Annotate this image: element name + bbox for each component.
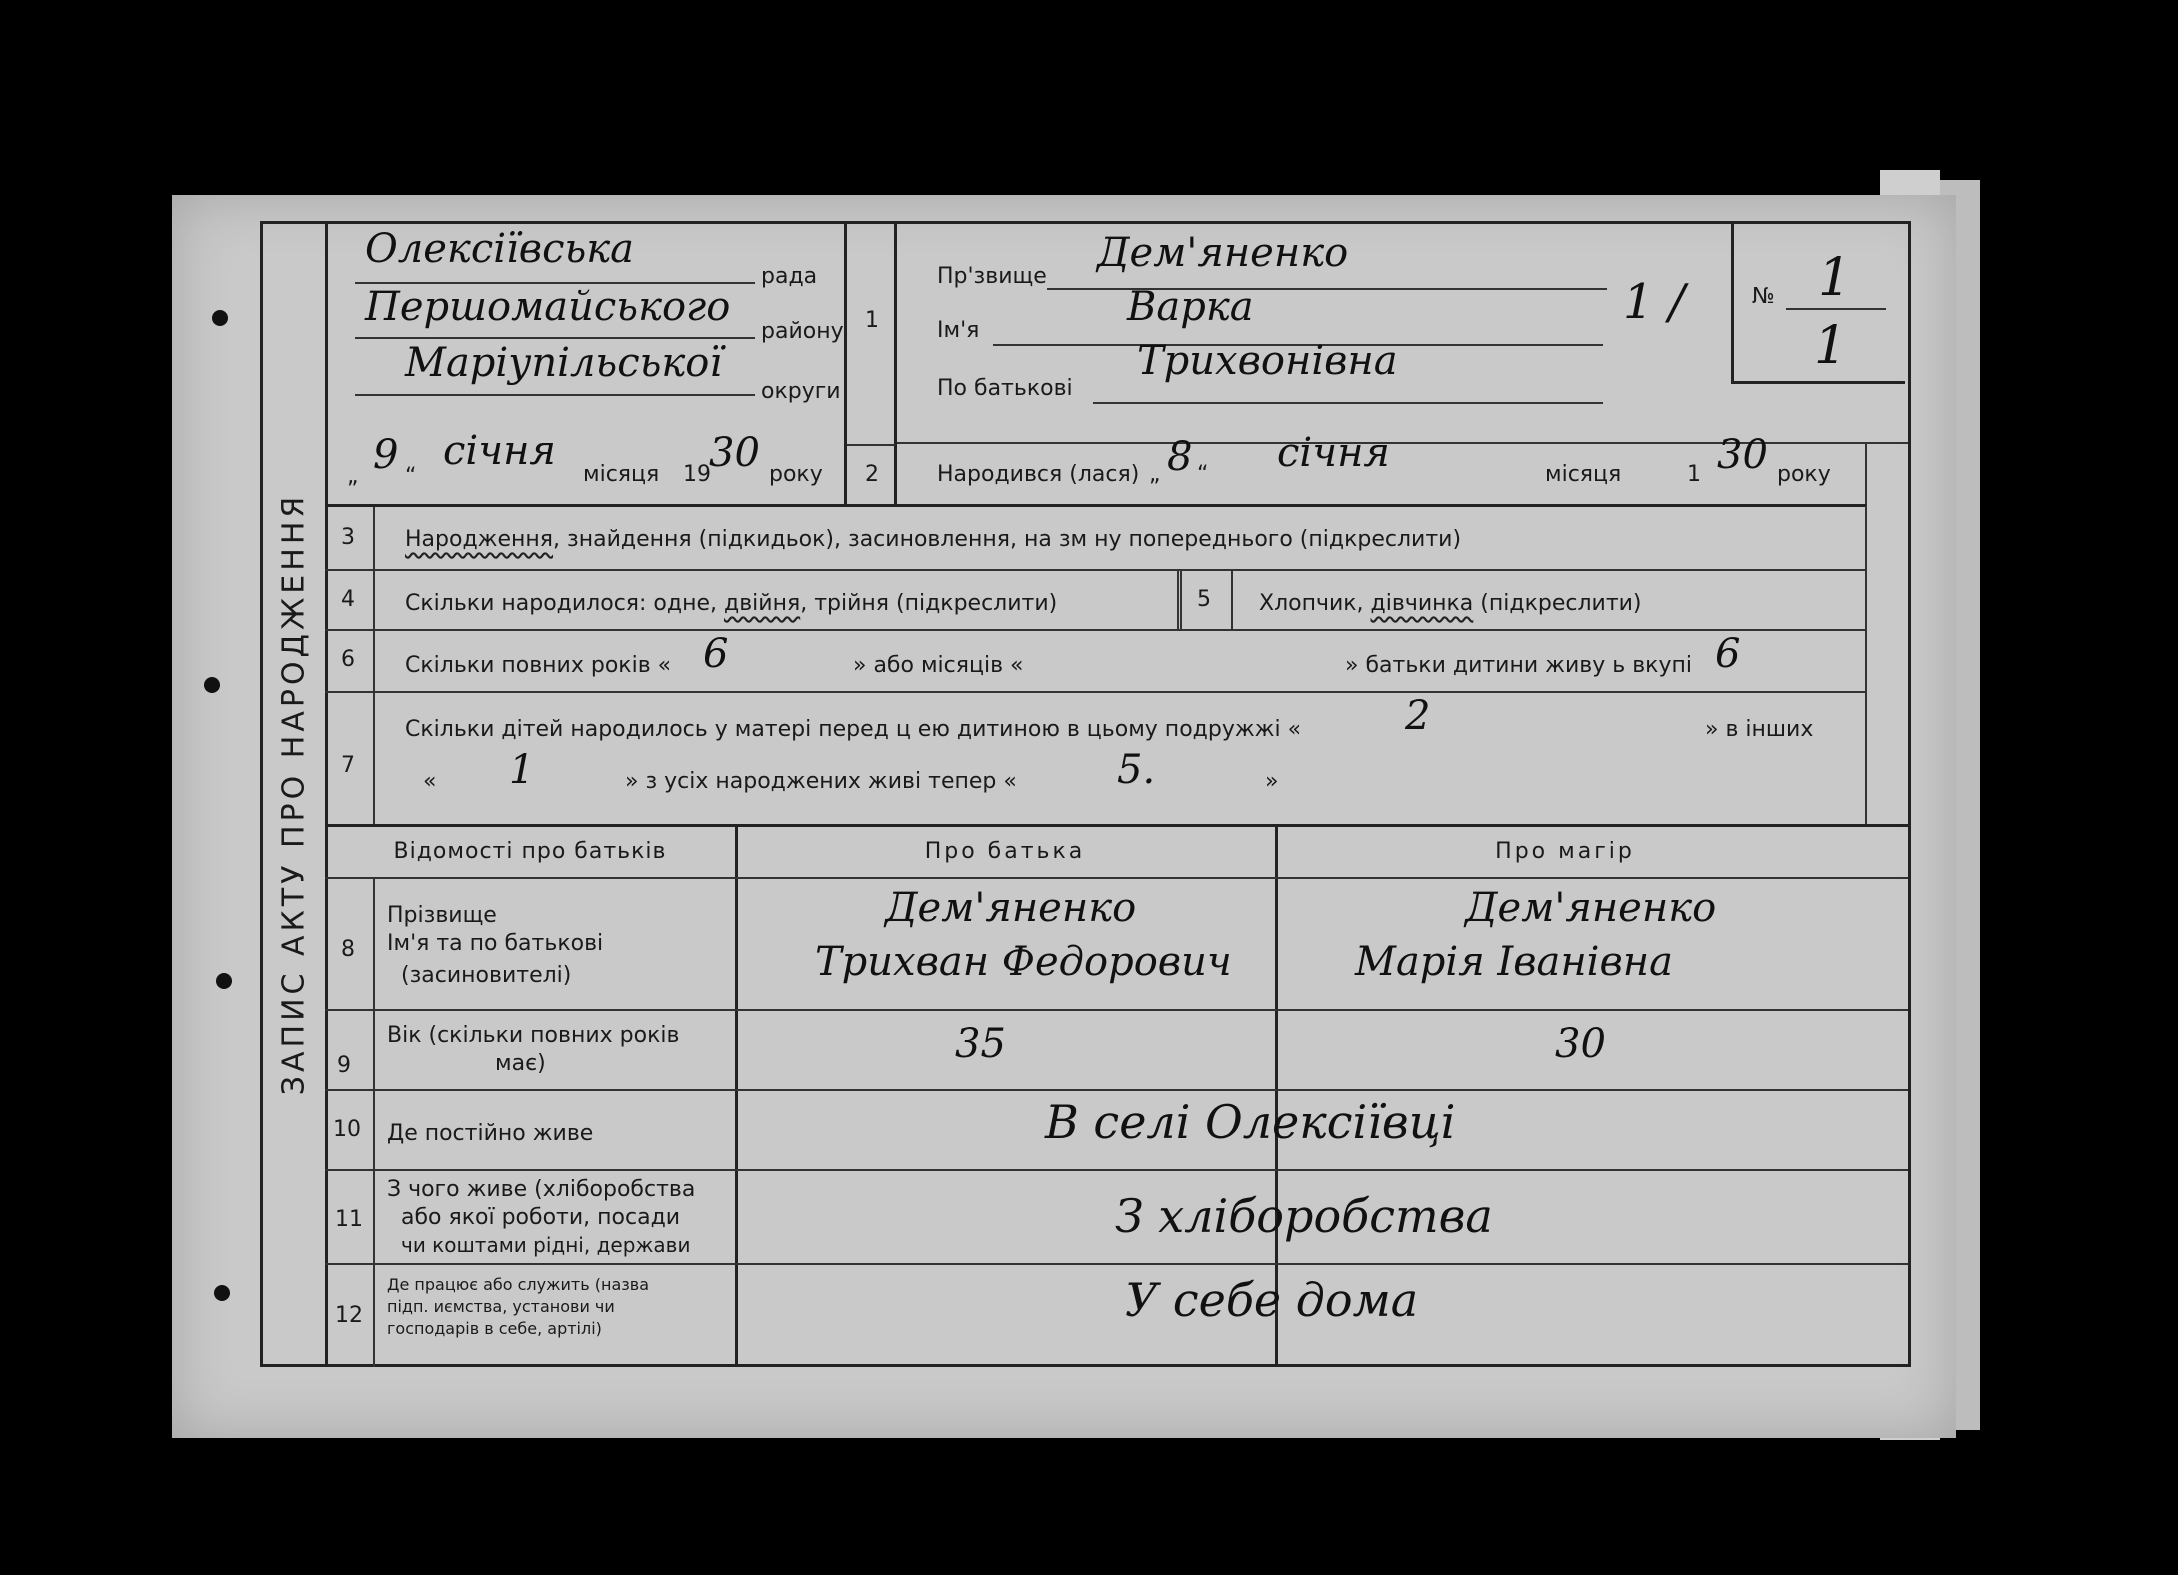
row4-text [405, 591, 1057, 616]
reg-year-prefix: 19 [683, 462, 711, 487]
parents-table: Відомості про батьків Про батька Про магір 8 Прізвище Ім'я та по батькові (засиновителі) Дем'яненко Трихван Федорович Дем'яненко Марія Іванівна 9 Вік (скільки повних років має) 35 30 10 Де постійно живе В селі Олексіївці 11 З чого живе (хліборобства або якої роботи, посади чи коштами рідні, держави З хліборобства 12 Де працює або служить (назва підп. иємства, установи чи господарів в себе, артілі) У себе дома [325, 824, 1908, 1364]
reg-month-label: місяця [583, 462, 660, 487]
row7-other: 1 [509, 747, 535, 793]
birth-year-prefix: 1 [1687, 462, 1701, 487]
row10-label: Де постійно живе [387, 1121, 594, 1146]
location-block [325, 224, 847, 504]
row6-label-c: » батьки дитини живу ь вкупі [1345, 653, 1692, 678]
margin-mark: 1 / [1623, 274, 1685, 330]
form-title: ЗАПИС АКТУ ПРО НАРОДЖЕННЯ [276, 492, 312, 1096]
row7-line1-end: » в інших [1705, 717, 1814, 742]
reg-year-label: року [769, 462, 823, 487]
row8-label-3: (засиновителі) [401, 963, 572, 988]
birth-month-label: місяця [1545, 462, 1622, 487]
row9-label-1: Вік (скільки повних років [387, 1023, 680, 1048]
district-value: Першомайського [365, 284, 731, 330]
father-surname: Дем'яненко [885, 885, 1137, 931]
reg-date-open-quote: „ [347, 464, 359, 489]
birth-day: 8 [1167, 434, 1193, 480]
row4-c: , трійня (підкреслити) [800, 591, 1058, 616]
record-no-top: 1 [1818, 248, 1852, 308]
row-num-1: 1 [847, 224, 897, 444]
birth-year-label: року [1777, 462, 1831, 487]
row-divider [325, 1089, 1908, 1091]
child-name: Варка [1127, 284, 1254, 330]
punch-hole [216, 973, 232, 989]
rows-3-7: 3 4 6 7 Народження, знайдення (підкидьок), засиновлення, на зм ну попереднього (підкреслити) Скільки народилося: одне, двійня, трійня (підкреслити) 5 Хлопчик, дівчинка (підкреслити) Скільки повних років « 6 » або місяців « » батьки дитини живу ь вкупі 6 Скільки дітей народилось у матері перед ц ею дитиною в цьому подружжі « 2 » в інших « 1 » з усіх народжених живі тепер « 5. » [325, 504, 1867, 824]
row3-rest: , знайдення (підкидьок), засиновлення, на зм ну попереднього (підкреслити) [553, 527, 1462, 552]
patronymic-label: По батькові [937, 376, 1073, 401]
row3-selected: Народження [405, 527, 554, 552]
row12-label-2: підп. иємства, установи чи [387, 1297, 615, 1316]
birth-date-row [897, 430, 1867, 504]
residence: В селі Олексіївці [1045, 1095, 1456, 1149]
punch-hole [204, 677, 220, 693]
birth-year: 30 [1717, 432, 1768, 478]
row7-alive: 5. [1117, 747, 1156, 793]
row11-label-3: чи коштами рідні, держави [401, 1233, 691, 1257]
reg-day: 9 [373, 432, 399, 478]
row-divider [325, 629, 1867, 631]
record-no-label: № [1752, 284, 1775, 309]
row-num-2: 2 [847, 444, 897, 504]
record-number-box [1731, 224, 1905, 384]
name-label: Ім'я [937, 318, 980, 343]
row8-label-1: Прізвище [387, 903, 497, 928]
row6-label-b: » або місяців « [853, 653, 1024, 678]
father-name: Трихван Федорович [815, 939, 1232, 985]
row7-line2-b: » з усіх народжених живі тепер « [625, 769, 1017, 794]
row8-label-2: Ім'я та по батькові [387, 931, 604, 956]
council-value: Олексіївська [365, 226, 635, 272]
row9-label-2: має) [495, 1051, 546, 1076]
form-frame [260, 221, 1911, 1367]
patronymic-underline [1093, 402, 1603, 404]
row5-selected: дівчинка [1370, 591, 1474, 616]
workplace: У себе дома [1125, 1273, 1419, 1327]
region-label: округи [761, 379, 841, 404]
mother-name: Марія Іванівна [1355, 939, 1673, 985]
mother-surname: Дем'яненко [1465, 885, 1717, 931]
punch-hole [214, 1285, 230, 1301]
mother-age: 30 [1555, 1021, 1606, 1067]
row7-line1: Скільки дітей народилось у матері перед ц ею дитиною в цьому подружжі « [405, 717, 1302, 742]
reg-year: 30 [709, 430, 760, 476]
header-mother: Про магір [1495, 839, 1635, 864]
row11-label-1: З чого живе (хліборобства [387, 1177, 696, 1202]
region-value: Маріупільської [405, 340, 723, 386]
father-age: 35 [955, 1021, 1006, 1067]
row-divider [325, 691, 1867, 693]
row-divider [325, 1009, 1908, 1011]
row5-c: (підкреслити) [1473, 591, 1642, 616]
row6-label-a: Скільки повних років « [405, 653, 672, 678]
col-divider [735, 827, 738, 1367]
header-father: Про батька [924, 839, 1086, 864]
row7-in-marriage: 2 [1405, 693, 1431, 739]
row3-text [405, 527, 1461, 552]
row-divider [325, 1169, 1908, 1171]
row5-a: Хлопчик, [1259, 591, 1371, 616]
born-label: Народився (лася) [937, 462, 1140, 487]
child-surname: Дем'яненко [1097, 230, 1349, 276]
district-label: району [761, 319, 844, 344]
birth-month: січня [1277, 430, 1390, 476]
birth-record-form [172, 195, 1956, 1438]
born-close-quote: “ [1197, 462, 1209, 487]
row-divider [325, 877, 1908, 879]
header-info: Відомості про батьків [393, 839, 667, 864]
surname-label: Пр'звище [937, 264, 1047, 289]
born-open-quote: „ [1149, 462, 1161, 487]
row-divider [325, 569, 1867, 571]
row7-open: « [423, 769, 437, 794]
child-patronymic: Трихвонівна [1137, 338, 1398, 384]
region-underline [355, 394, 755, 396]
row4-selected: двійня [724, 591, 801, 616]
row5-text [1259, 591, 1642, 616]
row11-label-2: або якої роботи, посади [401, 1205, 681, 1230]
council-label: рада [761, 264, 818, 289]
row12-label-1: Де працює або служить (назва [387, 1275, 650, 1294]
punch-hole [212, 310, 228, 326]
row6-years: 6 [703, 631, 729, 677]
row12-label-3: господарів в себе, артілі) [387, 1319, 602, 1338]
district-underline [355, 337, 755, 339]
livelihood: З хліборобства [1115, 1189, 1493, 1243]
sidebar [263, 224, 328, 1364]
reg-date-close-quote: “ [405, 464, 417, 489]
row7-close: » [1265, 769, 1279, 794]
record-no-underline [1786, 308, 1886, 310]
record-no-bottom: 1 [1814, 316, 1848, 376]
reg-month: січня [443, 428, 556, 474]
row4-a: Скільки народилося: одне, [405, 591, 724, 616]
row6-together: 6 [1715, 631, 1741, 677]
row-divider [325, 1263, 1908, 1265]
